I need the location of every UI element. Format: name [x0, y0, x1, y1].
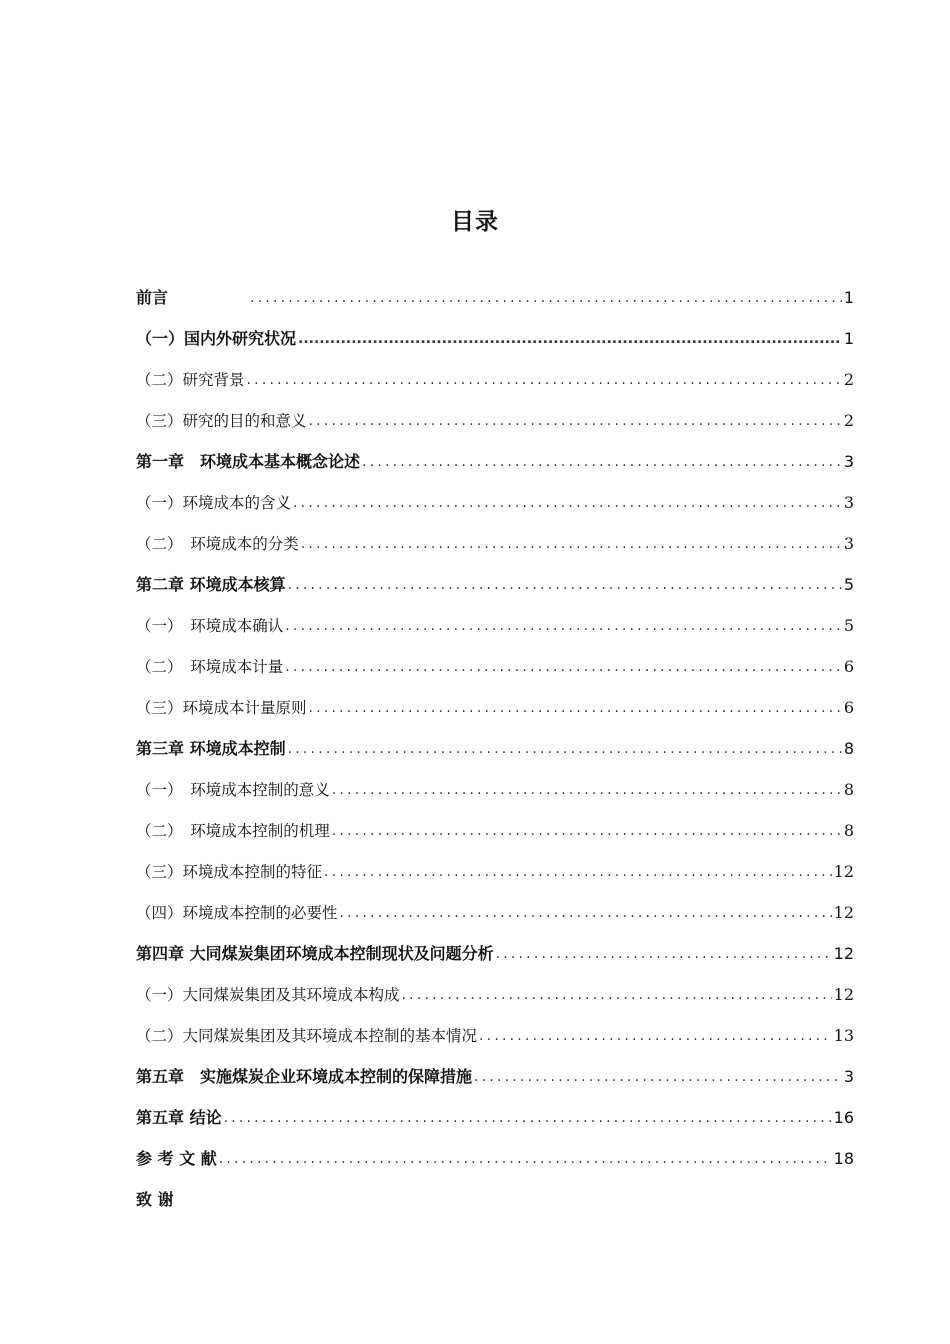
- toc-entry-page: 8: [843, 821, 854, 840]
- toc-entry-label: （三）研究的目的和意义: [136, 412, 307, 430]
- toc-entry[interactable]: [136, 327, 854, 368]
- toc-entry-label: （一） 环境成本控制的意义: [136, 781, 330, 799]
- toc-entry[interactable]: [136, 409, 854, 450]
- toc-entry-label: （二） 环境成本的分类: [136, 535, 299, 553]
- toc-entry[interactable]: [136, 901, 854, 942]
- toc-chapter-entry[interactable]: [136, 1065, 854, 1106]
- toc-entry[interactable]: [136, 655, 854, 696]
- leader-dots: [362, 450, 842, 474]
- leader-dots: [332, 819, 842, 843]
- toc-entry-page: 2: [843, 370, 854, 389]
- toc-entry-label: （三）环境成本控制的特征: [136, 863, 323, 881]
- toc-entry-label: 第五章 结论: [136, 1108, 222, 1127]
- toc-entry-page: 12: [833, 985, 854, 1004]
- toc-entry-label: （一）环境成本的含义: [136, 494, 292, 512]
- toc-entry-acknowledgements[interactable]: [136, 1188, 854, 1229]
- toc-entry[interactable]: [136, 778, 854, 819]
- leader-dots: [219, 1147, 832, 1171]
- toc-entry-page: 13: [833, 1026, 854, 1045]
- toc-entry-page: 12: [833, 862, 854, 881]
- toc-entry[interactable]: [136, 983, 854, 1024]
- toc-entry-label: （二）研究背景: [136, 371, 245, 389]
- toc-entry-page: 5: [843, 575, 854, 594]
- toc-entry-label: 第三章 环境成本控制: [136, 739, 286, 758]
- toc-entry-label: （四）环境成本控制的必要性: [136, 904, 338, 922]
- leader-dots: [224, 1106, 832, 1130]
- leader-dots: [250, 286, 842, 310]
- toc-entry-label: 致 谢: [136, 1190, 174, 1209]
- leader-dots: [288, 573, 842, 597]
- toc-entry-page: 2: [843, 411, 854, 430]
- toc-entry[interactable]: [136, 368, 854, 409]
- toc-entry-page: 18: [833, 1149, 854, 1168]
- leader-dots: [332, 778, 842, 802]
- leader-dots: [309, 409, 842, 433]
- toc-entry-label: （一） 环境成本确认: [136, 617, 284, 635]
- leader-dots: [324, 860, 832, 884]
- toc-entry[interactable]: [136, 696, 854, 737]
- toc-entry-page: 3: [843, 1067, 854, 1086]
- toc-entry-page: 6: [843, 657, 854, 676]
- leader-dots: [293, 491, 842, 515]
- toc-entry-page: 12: [833, 903, 854, 922]
- toc-entry-page: 8: [843, 739, 854, 758]
- toc-entry[interactable]: [136, 614, 854, 655]
- table-of-contents: [136, 286, 854, 1229]
- toc-entry-page: 16: [833, 1108, 854, 1127]
- toc-entry-preface[interactable]: [136, 286, 854, 327]
- toc-entry-label: （二）大同煤炭集团及其环境成本控制的基本情况: [136, 1027, 478, 1045]
- toc-entry-label: 前言: [136, 288, 169, 307]
- leader-dots: [285, 655, 842, 679]
- leader-dots: [402, 983, 832, 1007]
- toc-entry[interactable]: [136, 819, 854, 860]
- toc-entry[interactable]: [136, 491, 854, 532]
- leader-dots: [285, 614, 842, 638]
- toc-entry-label: 第五章 实施煤炭企业环境成本控制的保障措施: [136, 1067, 473, 1086]
- toc-title: 目录: [451, 209, 499, 235]
- toc-entry-page: 1: [843, 329, 854, 348]
- toc-entry-label: （二） 环境成本控制的机理: [136, 822, 330, 840]
- toc-entry-label: （一）国内外研究状况: [136, 329, 297, 348]
- toc-chapter-entry[interactable]: [136, 942, 854, 983]
- toc-entry-page: 3: [843, 452, 854, 471]
- leader-dots: [479, 1024, 832, 1048]
- toc-entry-page: 8: [843, 780, 854, 799]
- toc-entry-page: 12: [833, 944, 854, 963]
- toc-entry-label: 参 考 文 献: [136, 1149, 217, 1168]
- toc-entry[interactable]: [136, 860, 854, 901]
- toc-chapter-entry[interactable]: [136, 737, 854, 778]
- toc-entry-label: 第四章 大同煤炭集团环境成本控制现状及问题分析: [136, 944, 494, 963]
- toc-entry[interactable]: [136, 532, 854, 573]
- toc-entry[interactable]: [136, 1024, 854, 1065]
- toc-entry-references[interactable]: [136, 1147, 854, 1188]
- leader-dots: [301, 532, 842, 556]
- toc-entry-page: 1: [843, 288, 854, 307]
- toc-entry-label: （一）大同煤炭集团及其环境成本构成: [136, 986, 400, 1004]
- toc-entry-label: 第二章 环境成本核算: [136, 575, 286, 594]
- toc-chapter-entry[interactable]: [136, 450, 854, 491]
- toc-entry-label: （二） 环境成本计量: [136, 658, 284, 676]
- toc-entry-label: （三）环境成本计量原则: [136, 699, 307, 717]
- leader-dots: [309, 696, 842, 720]
- leader-dots: [288, 737, 842, 761]
- toc-entry-label: 第一章 环境成本基本概念论述: [136, 452, 361, 471]
- leader-dots: [298, 327, 842, 351]
- leader-dots: [474, 1065, 842, 1089]
- toc-chapter-entry[interactable]: [136, 1106, 854, 1147]
- leader-dots: [496, 942, 832, 966]
- toc-entry-page: 3: [843, 534, 854, 553]
- toc-chapter-entry[interactable]: [136, 573, 854, 614]
- toc-entry-page: 3: [843, 493, 854, 512]
- toc-entry-page: 6: [843, 698, 854, 717]
- leader-dots: [247, 368, 842, 392]
- toc-entry-page: 5: [843, 616, 854, 635]
- leader-dots: [340, 901, 832, 925]
